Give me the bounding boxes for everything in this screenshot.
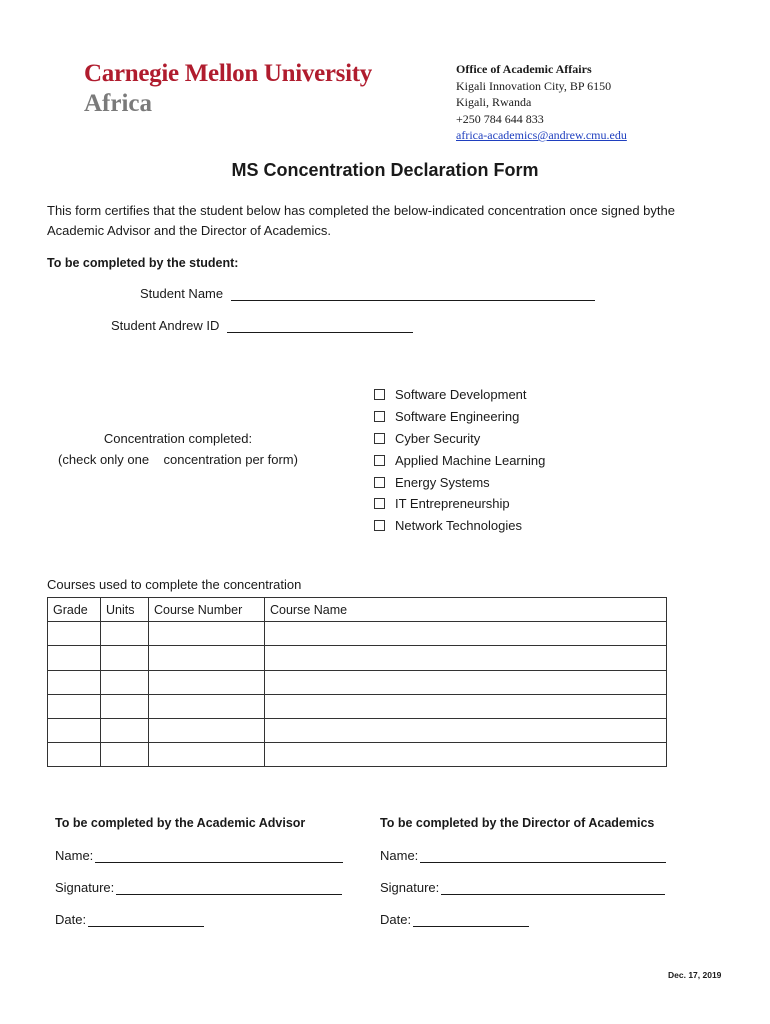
director-name-row xyxy=(380,848,666,863)
courses-table xyxy=(47,597,667,767)
column-header-units: Units xyxy=(101,598,149,622)
table-header-row xyxy=(48,598,667,622)
course-number-cell[interactable] xyxy=(149,622,265,646)
course-number-cell[interactable] xyxy=(149,743,265,767)
units-cell[interactable] xyxy=(101,646,149,670)
office-title: Office of Academic Affairs xyxy=(456,62,592,76)
units-cell[interactable] xyxy=(101,670,149,694)
grade-cell[interactable] xyxy=(48,646,101,670)
course-name-cell[interactable] xyxy=(265,718,667,742)
concentration-label-block xyxy=(47,428,309,470)
table-row xyxy=(48,622,667,646)
director-signature-field[interactable] xyxy=(441,880,665,895)
student-id-row xyxy=(111,318,413,333)
table-row xyxy=(48,670,667,694)
concentration-options xyxy=(374,384,545,537)
course-number-cell[interactable] xyxy=(149,694,265,718)
checkbox[interactable] xyxy=(374,433,385,444)
concentration-hint: (check only one concentration per form) xyxy=(58,452,298,467)
column-header-course-name: Course Name xyxy=(265,598,667,622)
option-software-engineering[interactable]: Software Engineering xyxy=(374,406,545,428)
advisor-date-label: Date: xyxy=(55,912,87,927)
option-it-entrepreneurship[interactable]: IT Entrepreneurship xyxy=(374,493,545,515)
advisor-signature-field[interactable] xyxy=(116,880,342,895)
form-intro: This form certifies that the student below has completed the below-indicated concentration once signed bythe Academic Advisor and the Director of Academics. xyxy=(47,203,675,238)
table-row xyxy=(48,743,667,767)
email-link[interactable]: africa-academics@andrew.cmu.edu xyxy=(456,128,627,142)
student-name-row xyxy=(140,286,595,301)
table-row xyxy=(48,694,667,718)
courses-caption: Courses used to complete the concentration xyxy=(47,577,302,592)
checkbox[interactable] xyxy=(374,498,385,509)
units-cell[interactable] xyxy=(101,718,149,742)
student-section-heading: To be completed by the student: xyxy=(47,256,239,270)
student-id-field[interactable] xyxy=(227,318,413,333)
course-name-cell[interactable] xyxy=(265,743,667,767)
grade-cell[interactable] xyxy=(48,694,101,718)
advisor-section-heading: To be completed by the Academic Advisor xyxy=(55,816,306,830)
grade-cell[interactable] xyxy=(48,718,101,742)
course-number-cell[interactable] xyxy=(149,646,265,670)
course-number-cell[interactable] xyxy=(149,670,265,694)
units-cell[interactable] xyxy=(101,743,149,767)
advisor-signature-row xyxy=(55,880,342,895)
course-name-cell[interactable] xyxy=(265,622,667,646)
column-header-course-number: Course Number xyxy=(149,598,265,622)
director-signature-label: Signature: xyxy=(380,880,440,895)
director-signature-row xyxy=(380,880,665,895)
checkbox[interactable] xyxy=(374,411,385,422)
director-date-row xyxy=(380,912,529,927)
option-software-development[interactable]: Software Development xyxy=(374,384,545,406)
director-section-heading: To be completed by the Director of Academics xyxy=(380,816,655,830)
checkbox[interactable] xyxy=(374,477,385,488)
option-cyber-security[interactable]: Cyber Security xyxy=(374,428,545,450)
course-name-cell[interactable] xyxy=(265,670,667,694)
advisor-name-label: Name: xyxy=(55,848,94,863)
table-row xyxy=(48,718,667,742)
student-name-label: Student Name xyxy=(140,286,224,301)
units-cell[interactable] xyxy=(101,694,149,718)
option-applied-machine-learning[interactable]: Applied Machine Learning xyxy=(374,449,545,471)
address-line-2: Kigali, Rwanda xyxy=(456,95,532,109)
option-energy-systems[interactable]: Energy Systems xyxy=(374,471,545,493)
form-title: MS Concentration Declaration Form xyxy=(231,160,539,180)
advisor-signature-label: Signature: xyxy=(55,880,115,895)
course-number-cell[interactable] xyxy=(149,718,265,742)
grade-cell[interactable] xyxy=(48,670,101,694)
grade-cell[interactable] xyxy=(48,743,101,767)
units-cell[interactable] xyxy=(101,622,149,646)
course-name-cell[interactable] xyxy=(265,646,667,670)
option-network-technologies[interactable]: Network Technologies xyxy=(374,515,545,537)
student-name-field[interactable] xyxy=(231,286,595,301)
table-row xyxy=(48,646,667,670)
column-header-grade: Grade xyxy=(48,598,101,622)
office-contact-block xyxy=(456,61,627,144)
advisor-date-field[interactable] xyxy=(88,912,204,927)
course-name-cell[interactable] xyxy=(265,694,667,718)
revision-date: Dec. 17, 2019 xyxy=(668,970,722,980)
address-line-1: Kigali Innovation City, BP 6150 xyxy=(456,78,612,93)
checkbox[interactable] xyxy=(374,455,385,466)
grade-cell[interactable] xyxy=(48,622,101,646)
advisor-name-field[interactable] xyxy=(95,848,343,863)
advisor-name-row xyxy=(55,848,343,863)
director-date-field[interactable] xyxy=(413,912,529,927)
student-id-label: Student Andrew ID xyxy=(111,318,220,333)
director-date-label: Date: xyxy=(380,912,412,927)
cmu-logo-subtext: Africa xyxy=(84,90,153,117)
phone-number: +250 784 644 833 xyxy=(456,111,544,126)
advisor-date-row xyxy=(55,912,204,927)
checkbox[interactable] xyxy=(374,520,385,531)
director-name-label: Name: xyxy=(380,848,419,863)
cmu-logo-text: Carnegie Mellon University xyxy=(84,60,372,87)
checkbox[interactable] xyxy=(374,389,385,400)
director-name-field[interactable] xyxy=(420,848,666,863)
concentration-label: Concentration completed: xyxy=(103,431,253,446)
